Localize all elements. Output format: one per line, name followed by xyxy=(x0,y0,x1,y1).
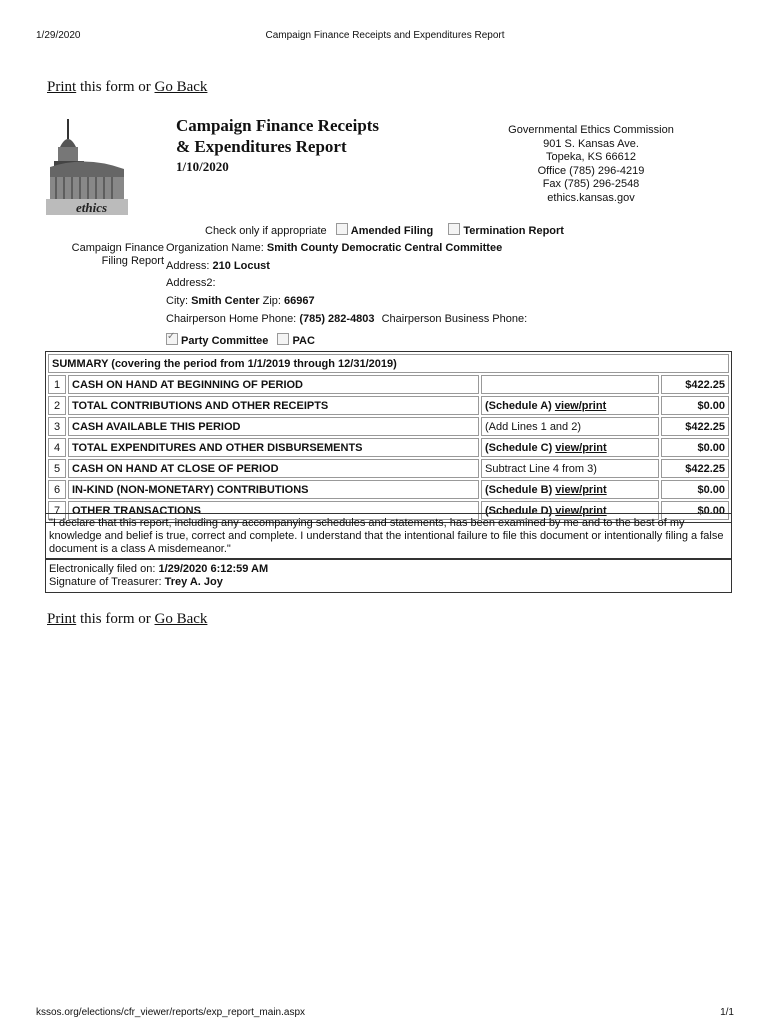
view-print-link[interactable]: view/print xyxy=(555,483,607,496)
row-number: 3 xyxy=(48,417,66,436)
treasurer-signature-value: Trey A. Joy xyxy=(164,576,223,588)
row-amount: $0.00 xyxy=(661,438,729,457)
row-schedule xyxy=(481,417,659,436)
commission-fax: Fax (785) 296-2548 xyxy=(542,178,640,190)
row-number: 5 xyxy=(48,459,66,478)
bottom-nav xyxy=(47,611,207,628)
org-name-row xyxy=(166,242,502,254)
org-address2-row xyxy=(166,277,216,289)
home-phone-label: Chairperson Home Phone: xyxy=(166,313,297,325)
summary-row xyxy=(48,417,729,436)
party-committee-label: Party Committee xyxy=(181,335,269,347)
filing-report-label xyxy=(40,242,164,268)
row-schedule xyxy=(481,396,659,415)
nav-middle-text-bottom: this form or xyxy=(76,611,155,627)
org-address-label: Address: xyxy=(166,260,210,272)
check-label: Check only if appropriate xyxy=(205,225,327,237)
termination-report-checkbox[interactable] xyxy=(448,223,460,235)
business-phone-label: Chairperson Business Phone: xyxy=(381,313,528,325)
row-number: 2 xyxy=(48,396,66,415)
row-amount: $422.25 xyxy=(661,459,729,478)
row-amount: $422.25 xyxy=(661,417,729,436)
print-page-number: 1/1 xyxy=(720,1007,734,1018)
report-title-line2: & Expenditures Report xyxy=(176,137,347,156)
row-schedule xyxy=(481,459,659,478)
row-description: CASH AVAILABLE THIS PERIOD xyxy=(68,417,479,436)
row-schedule xyxy=(481,375,659,394)
filed-on-label: Electronically filed on: xyxy=(49,563,156,575)
go-back-link[interactable]: Go Back xyxy=(154,79,208,95)
row-description: CASH ON HAND AT BEGINNING OF PERIOD xyxy=(68,375,479,394)
schedule-label: Subtract Line 4 from 3) xyxy=(485,462,597,475)
row-amount: $0.00 xyxy=(661,396,729,415)
summary-row xyxy=(48,375,729,394)
report-title-line1: Campaign Finance Receipts xyxy=(176,116,380,135)
chair-phone-row xyxy=(166,313,527,325)
go-back-link-bottom[interactable]: Go Back xyxy=(154,611,208,627)
row-schedule xyxy=(481,438,659,457)
filing-type-checks xyxy=(205,223,564,237)
row-amount: $422.25 xyxy=(661,375,729,394)
report-title xyxy=(176,115,379,176)
report-date: 1/10/2020 xyxy=(176,159,229,174)
row-description: CASH ON HAND AT CLOSE OF PERIOD xyxy=(68,459,479,478)
org-name-label: Organization Name: xyxy=(166,242,264,254)
org-address-value: 210 Locust xyxy=(212,260,270,272)
schedule-label: (Schedule D) xyxy=(485,504,556,517)
org-city-value: Smith Center xyxy=(191,295,260,307)
org-city-label: City: xyxy=(166,295,188,307)
commission-city: Topeka, KS 66612 xyxy=(546,151,636,163)
org-city-row xyxy=(166,295,315,307)
print-url: kssos.org/elections/cfr_viewer/reports/exp_report_main.aspx xyxy=(36,1007,306,1018)
svg-text:ethics: ethics xyxy=(76,200,108,215)
schedule-label: (Schedule A) xyxy=(485,399,555,412)
row-description: TOTAL EXPENDITURES AND OTHER DISBURSEMENTS xyxy=(68,438,479,457)
row-number: 4 xyxy=(48,438,66,457)
summary-table xyxy=(45,351,732,523)
home-phone-value: (785) 282-4803 xyxy=(299,313,375,325)
schedule-label: (Schedule C) xyxy=(485,441,556,454)
party-committee-checkbox[interactable] xyxy=(166,333,178,345)
amended-filing-label: Amended Filing xyxy=(350,225,434,237)
org-zip-label: Zip: xyxy=(262,295,281,307)
filing-info xyxy=(46,560,731,592)
org-address2-label: Address2: xyxy=(166,277,216,289)
row-schedule xyxy=(481,480,659,499)
filed-on-value: 1/29/2020 6:12:59 AM xyxy=(158,563,269,575)
capitol-ethics-logo xyxy=(46,117,128,215)
row-amount: $0.00 xyxy=(661,480,729,499)
summary-header-row xyxy=(48,354,729,373)
pac-checkbox[interactable] xyxy=(277,333,289,345)
summary-row xyxy=(48,480,729,499)
print-link-bottom[interactable]: Print xyxy=(47,611,77,627)
org-name-value: Smith County Democratic Central Committee xyxy=(266,242,503,254)
amended-filing-checkbox[interactable] xyxy=(336,223,348,235)
org-address-row xyxy=(166,260,270,272)
summary-row xyxy=(48,459,729,478)
declaration-text: "I declare that this report, including any accompanying schedules and statements, has been examined by me and to the best of my knowledge and belief is true, correct and complete. I understand that the intentional failure to file this document or intentionally filing a false document is a class A misdemeanor." xyxy=(46,514,731,560)
schedule-label: (Add Lines 1 and 2) xyxy=(485,420,582,433)
print-link[interactable]: Print xyxy=(47,79,77,95)
filing-report-label-line2: Filing Report xyxy=(101,255,164,267)
declaration-box xyxy=(45,513,732,593)
commission-office-phone: Office (785) 296-4219 xyxy=(537,164,645,177)
nav-middle-text: this form or xyxy=(76,79,155,95)
filed-on-row xyxy=(49,563,728,576)
summary-row xyxy=(48,396,729,415)
top-nav xyxy=(47,79,207,96)
pac-label: PAC xyxy=(292,335,315,347)
treasurer-signature-row xyxy=(49,576,728,589)
commission-address: 901 S. Kansas Ave. xyxy=(543,137,639,150)
treasurer-signature-label: Signature of Treasurer: xyxy=(49,576,162,588)
commission-website: ethics.kansas.gov xyxy=(547,191,635,204)
row-description: TOTAL CONTRIBUTIONS AND OTHER RECEIPTS xyxy=(68,396,479,415)
row-number: 6 xyxy=(48,480,66,499)
filing-report-label-line1: Campaign Finance xyxy=(71,242,164,254)
view-print-link[interactable]: view/print xyxy=(554,399,607,412)
view-print-link[interactable]: view/print xyxy=(555,504,607,517)
row-amount: $0.00 xyxy=(661,501,729,520)
committee-type-row xyxy=(166,333,315,347)
commission-contact xyxy=(496,124,686,205)
commission-name: Governmental Ethics Commission xyxy=(508,124,674,136)
summary-rows xyxy=(48,375,729,520)
view-print-link[interactable]: view/print xyxy=(555,441,607,454)
summary-row xyxy=(48,438,729,457)
row-description: IN-KIND (NON-MONETARY) CONTRIBUTIONS xyxy=(68,480,479,499)
termination-report-label: Termination Report xyxy=(463,225,564,237)
print-page-title: Campaign Finance Receipts and Expenditures Report xyxy=(265,30,505,41)
row-number: 7 xyxy=(48,501,66,520)
row-description: OTHER TRANSACTIONS xyxy=(68,501,479,520)
schedule-label: (Schedule B) xyxy=(485,483,556,496)
print-date: 1/29/2020 xyxy=(36,30,81,41)
row-number: 1 xyxy=(48,375,66,394)
org-zip-value: 66967 xyxy=(284,295,315,307)
summary-header: SUMMARY (covering the period from 1/1/2019 through 12/31/2019) xyxy=(48,354,729,373)
